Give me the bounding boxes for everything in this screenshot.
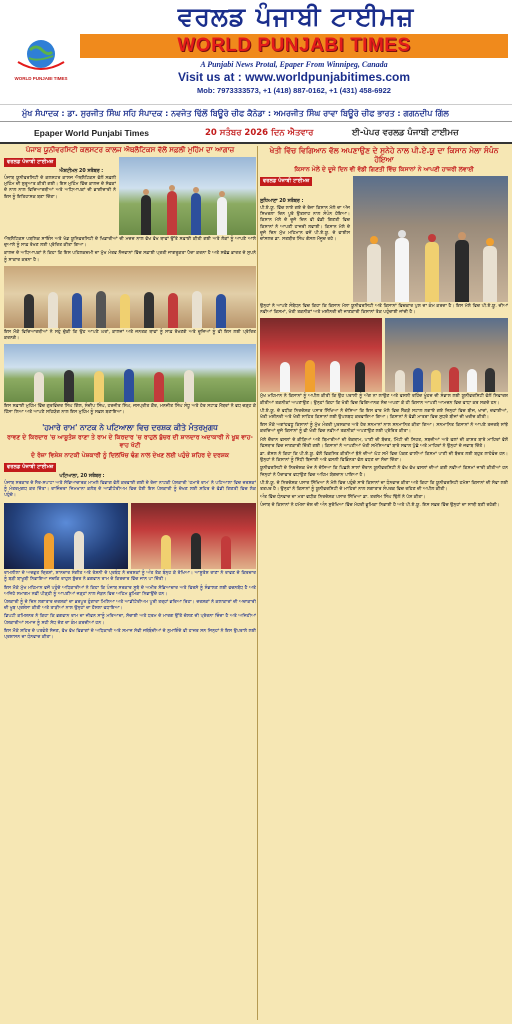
article2-photo-stage: [4, 503, 128, 569]
article2-paragraph: ਰਾਮਲੀਲਾ ਦੇ ਅਦਭੁਤ ਦ੍ਰਿਸ਼ਾਂ, ਸ਼ਾਨਦਾਰ ਸੰਗੀਤ ਅਤੇ ਰੋਸ਼ਨੀ ਦੇ ਪ੍ਰਬੰਧ ਨੇ ਦਰਸ਼ਕਾਂ ਨੂੰ ਅੰਤ ਤੱਕ ਬੰਨ੍ਹ ਕੇ ਰੱਖਿਆ। ਆਸ਼ੂਤੋਸ਼ ਰਾਣਾ ਨੇ ਰਾਵਣ ਦੇ ਕਿਰਦਾਰ ਨੂੰ ਬੜੀ ਬਾਖੂਬੀ ਨਿਭਾਇਆ ਜਦਕਿ ਰਾਹੁਲ ਬੁੱਚਰ ਨੇ ਭਗਵਾਨ ਰਾਮ ਦੇ ਕਿਰਦਾਰ ਵਿੱਚ ਜਾਨ ਪਾ ਦਿੱਤੀ।: [4, 571, 256, 583]
article3-headline[interactable]: ਖੇਤੀ ਵਿੱਚ ਵਿਗਿਆਨ ਵੱਲ ਅਪਣਾਉਣ ਦੇ ਸੁਨੇਹੇ ਨਾਲ ਪੀ.ਏ.ਯੂ ਦਾ ਕਿਸਾਨ ਮੇਲਾ ਸੰਪੰਨ ਹੋਇਆ: [269, 146, 499, 164]
article2-paragraph: ਇਸ ਮੌਕੇ ਮੁੱਖ ਮਹਿਮਾਨ ਵਜੋਂ ਪਹੁੰਚੇ ਅਧਿਕਾਰੀਆਂ ਨੇ ਕਿਹਾ ਕਿ ਪੰਜਾਬ ਸਰਕਾਰ ਸੂਬੇ ਦੇ ਅਮੀਰ ਸੱਭਿਆਚਾਰ ਅਤੇ ਵਿਰਸੇ ਨੂੰ ਸੰਭਾਲਣ ਲਈ ਵਚਨਬੱਧ ਹੈ ਅਤੇ ਅਜਿਹੇ ਸਮਾਗਮ ਨਵੀਂ ਪੀੜ੍ਹੀ ਨੂੰ ਆਪਣੀਆਂ ਜੜ੍ਹਾਂ ਨਾਲ ਜੋੜਨ ਵਿਚ ਅਹਿਮ ਭੂਮਿਕਾ ਨਿਭਾਉਂਦੇ ਹਨ।: [4, 585, 256, 597]
masthead-phone-numbers: Mob: 7973333573, +1 (418) 887-0162, +1 (431) 458-6922: [197, 86, 391, 95]
article3-photo-dignitaries: [353, 176, 508, 302]
masthead-title-banner: [80, 34, 508, 58]
article3-subheadline: ਕਿਸਾਨ ਮੇਲੇ ਦੇ ਦੂਜੇ ਦਿਨ ਵੀ ਵੱਡੀ ਗਿਣਤੀ ਵਿੱਚ ਕਿਸਾਨਾਂ ਨੇ ਆਪਣੀ ਹਾਜ਼ਰੀ ਲਵਾਈ: [294, 166, 474, 173]
logo-text: WORLD PUNJABI TIMES: [14, 76, 68, 81]
masthead-website: Visit us at : www.worldpunjabitimes.com: [177, 70, 411, 84]
article2-photo-performance: [131, 503, 256, 569]
dateline-date: 20 ਸਤੰਬਰ 2026 ਦਿਨ ਐਤਵਾਰ: [205, 128, 314, 138]
article2-paragraph: ਪੰਜਾਬ ਸਰਕਾਰ ਦੇ ਸੈਰ-ਸਪਾਟਾ ਅਤੇ ਸੱਭਿਆਚਾਰਕ ਮਾਮਲੇ ਵਿਭਾਗ ਵੱਲੋਂ ਕਰਵਾਈ ਗਈ ਦੋ ਰੋਜ਼ਾ ਨਾਟਕੀ ਪੇਸ਼ਕਾਰੀ 'ਹਮਾਰੇ ਰਾਮ' ਨੇ ਪਟਿਆਲਾ ਵਿਚ ਦਰਸ਼ਕਾਂ ਨੂੰ ਮੰਤਰਮੁਗਧ ਕਰ ਦਿੱਤਾ। ਰਾਜਿੰਦਰਾ ਜਿਮਖਾਨਾ ਕਲੱਬ ਦੇ ਆਡੀਟੋਰੀਅਮ ਵਿਚ ਹੋਈ ਇਸ ਪੇਸ਼ਕਾਰੀ ਨੂੰ ਦੇਖਣ ਲਈ ਸ਼ਹਿਰ ਦੇ ਵੱਡੀ ਗਿਣਤੀ ਵਿਚ ਲੋਕ ਪਹੁੰਚੇ।: [4, 480, 256, 499]
article3-top: [260, 176, 508, 302]
article1-byline: ਐਸ਼ਟੀਮਨ 20 ਸਤੰਬਰ :: [59, 169, 104, 174]
column-divider: [257, 146, 258, 1020]
left-column: [4, 146, 256, 1020]
article3-photos: [260, 318, 508, 392]
article3-paragraph: ਯੂਨੀਵਰਸਿਟੀ ਦੇ ਨਿਰਦੇਸ਼ਕ ਖੋਜ ਨੇ ਦੱਸਿਆ ਕਿ ਪਿਛਲੇ ਸਾਲਾਂ ਦੌਰਾਨ ਯੂਨੀਵਰਸਿਟੀ ਨੇ ਵੱਖ ਵੱਖ ਫਸਲਾਂ ਦੀਆਂ ਕਈ ਨਵੀਆਂ ਕਿਸਮਾਂ ਜਾਰੀ ਕੀਤੀਆਂ ਹਨ ਜਿਨ੍ਹਾਂ ਨੇ ਪੈਦਾਵਾਰ ਵਧਾਉਣ ਵਿਚ ਅਹਿਮ ਯੋਗਦਾਨ ਪਾਇਆ ਹੈ।: [260, 466, 508, 478]
article2-intro: [4, 462, 256, 500]
dateline-left: Epaper World Punjabi Times: [34, 128, 149, 138]
article3-paragraph: ਪੀ.ਏ.ਯੂ. ਦੇ ਨਿਰਦੇਸ਼ਕ ਪਸਾਰ ਸਿੱਖਿਆ ਨੇ ਮੇਲੇ ਵਿਚ ਪਹੁੰਚੇ ਸਾਰੇ ਕਿਸਾਨਾਂ ਦਾ ਧੰਨਵਾਦ ਕੀਤਾ ਅਤੇ ਕਿਹਾ ਕਿ ਯੂਨੀਵਰਸਿਟੀ ਹਮੇਸ਼ਾ ਕਿਸਾਨਾਂ ਦੀ ਸੇਵਾ ਲਈ ਤਤਪਰ ਹੈ। ਉਨ੍ਹਾਂ ਨੇ ਕਿਸਾਨਾਂ ਨੂੰ ਯੂਨੀਵਰਸਿਟੀ ਦੇ ਮਾਹਿਰਾਂ ਨਾਲ ਲਗਾਤਾਰ ਸੰਪਰਕ ਵਿਚ ਰਹਿਣ ਦੀ ਅਪੀਲ ਕੀਤੀ।: [260, 480, 508, 493]
editors-bar: ਮੁੱਖ ਸੰਪਾਦਕ : ਡਾ. ਸੁਰਜੀਤ ਸਿੰਘ ਸਹਿ ਸੰਪਾਦਕ : ਨਵਜੋਤ ਢਿੱਲੋਂ ਬਿਊਰੋ ਚੀਫ ਕੈਨੇਡਾ : ਅਮਰਜੀਤ ਸਿੰਘ ਰਾਵਾ ਬਿਊਰੋ ਚੀਫ ਭਾਰਤ : ਗਗਨਦੀਪ ਗਿੱਲ: [0, 104, 512, 122]
article3-paragraph: ਪੀ.ਏ.ਯੂ. ਵਿੱਚ ਲਾਏ ਗਏ ਦੋ ਰੋਜ਼ਾ ਕਿਸਾਨ ਮੇਲੇ ਦਾ ਅੱਜ ਸਿਖਰਲਾ ਦਿਨ ਪੂਰੇ ਉਤਸ਼ਾਹ ਨਾਲ ਸੰਪੰਨ ਹੋਇਆ। ਕਿਸਾਨ ਮੇਲੇ ਦੇ ਦੂਜੇ ਦਿਨ ਵੀ ਵੱਡੀ ਗਿਣਤੀ ਵਿਚ ਕਿਸਾਨਾਂ ਨੇ ਆਪਣੀ ਹਾਜ਼ਰੀ ਲਵਾਈ। ਕਿਸਾਨ ਮੇਲੇ ਦੇ ਦੂਜੇ ਦਿਨ ਮੁੱਖ ਮਹਿਮਾਨ ਵਜੋਂ ਪੀ.ਏ.ਯੂ. ਦੇ ਵਾਈਸ ਚਾਂਸਲਰ ਡਾ. ਸਤਬੀਰ ਸਿੰਘ ਗੋਸਲ ਮੌਜੂਦ ਰਹੇ।: [260, 206, 350, 243]
article2-headline[interactable]: 'ਹਮਾਰੇ ਰਾਮ' ਨਾਟਕ ਨੇ ਪਟਿਆਲਾ ਵਿਚ ਦਰਸ਼ਕ ਕੀਤੇ ਮੰਤਰਮੁਗਧ: [42, 422, 218, 432]
article1-paragraph: ਐਥਲੈਟਿਕਸ ਪਬਲਿਕ ਸਾਇੰਸ ਅਤੇ ਖੇਡ ਯੂਨਿਵਰਸਿਟੀ ਦੇ ਖਿਡਾਰੀਆਂ ਦੀ ਮਦਦ ਨਾਲ ਵੱਖ ਵੱਖ ਥਾਵਾਂ ਉੱਤੇ ਸਫ਼ਾਈ ਕੀਤੀ ਗਈ ਅਤੇ ਲੋਕਾਂ ਨੂੰ ਆਪਣੇ ਆਲੇ ਦੁਆਲੇ ਨੂੰ ਸਾਫ਼ ਰੱਖਣ ਲਈ ਪ੍ਰੇਰਿਤ ਕੀਤਾ ਗਿਆ।: [4, 237, 256, 249]
publication-badge: ਵਰਲਡ ਪੰਜਾਬੀ ਟਾਈਮਜ਼: [4, 463, 56, 472]
dateline: [0, 122, 512, 144]
article1-intro: [4, 157, 116, 235]
masthead-tagline: A Punjabi News Protal, Epaper From Winnipeg, Canada: [200, 60, 388, 69]
article3-intro: [260, 176, 350, 302]
article3-paragraph: ਮੇਲੇ ਦੌਰਾਨ ਫਸਲਾਂ ਦੇ ਕੀੜਿਆਂ ਅਤੇ ਬਿਮਾਰੀਆਂ ਦੀ ਰੋਕਥਾਮ, ਪਾਣੀ ਦੀ ਬੱਚਤ, ਮਿੱਟੀ ਦੀ ਸਿਹਤ, ਸਬਜ਼ੀਆਂ ਅਤੇ ਫਲਾਂ ਦੀ ਕਾਸ਼ਤ ਬਾਰੇ ਮਾਹਿਰਾਂ ਵੱਲੋਂ ਵਿਸਥਾਰ ਵਿਚ ਜਾਣਕਾਰੀ ਦਿੱਤੀ ਗਈ। ਕਿਸਾਨਾਂ ਨੇ ਆਪਣੀਆਂ ਖੇਤੀ ਸਮੱਸਿਆਵਾਂ ਬਾਰੇ ਸਵਾਲ ਪੁੱਛੇ ਅਤੇ ਮਾਹਿਰਾਂ ਨੇ ਉਨ੍ਹਾਂ ਦੇ ਜਵਾਬ ਦਿੱਤੇ।: [260, 437, 508, 449]
dateline-right: ਈ-ਪੇਪਰ ਵਰਲਡ ਪੰਜਾਬੀ ਟਾਈਮਜ਼: [352, 128, 459, 138]
article2-byline: ਪਟਿਆਲਾ, 20 ਸਤੰਬਰ :: [59, 473, 105, 479]
right-column: [260, 146, 508, 1020]
article1-paragraph: ਇਸ ਸਫ਼ਾਈ ਮੁਹਿੰਮ ਵਿੱਚ ਗੁਰਵਿੰਦਰ ਸਿੰਘ ਗਿੱਲ, ਸੰਦੀਪ ਸਿੰਘ, ਹਰਜੀਤ ਸਿੰਘ, ਜਸਪ੍ਰੀਤ ਕੌਰ, ਮਨਜੀਤ ਸਿੰਘ ਸੰਧੂ ਅਤੇ ਹੋਰ ਸਟਾਫ਼ ਮੈਂਬਰਾਂ ਨੇ ਵਧ ਚੜ੍ਹ ਕੇ ਹਿੱਸਾ ਲਿਆ ਅਤੇ ਆਪਣੇ ਸਹਿਯੋਗ ਨਾਲ ਇਸ ਮੁਹਿੰਮ ਨੂੰ ਸਫ਼ਲ ਬਣਾਇਆ।: [4, 404, 256, 416]
article2-paragraph: ਡਿਪਟੀ ਕਮਿਸ਼ਨਰ ਨੇ ਕਿਹਾ ਕਿ ਭਗਵਾਨ ਰਾਮ ਦਾ ਜੀਵਨ ਸਾਨੂੰ ਮਰਿਆਦਾ, ਸੱਚਾਈ ਅਤੇ ਧਰਮ ਦੇ ਮਾਰਗ ਉੱਤੇ ਚੱਲਣ ਦੀ ਪ੍ਰੇਰਨਾ ਦਿੰਦਾ ਹੈ ਅਤੇ ਅਜਿਹੀਆਂ ਪੇਸ਼ਕਾਰੀਆਂ ਸਮਾਜ ਨੂੰ ਸਹੀ ਸੇਧ ਦੇਣ ਦਾ ਕੰਮ ਕਰਦੀਆਂ ਹਨ।: [4, 614, 256, 626]
article1-paragraph: ਇਸ ਮੌਕੇ ਵਿਦਿਆਰਥੀਆਂ ਨੇ ਸਹੁੰ ਚੁੱਕੀ ਕਿ ਉਹ ਆਪਣੇ ਘਰਾਂ, ਕਾਲਜਾਂ ਅਤੇ ਜਨਤਕ ਥਾਵਾਂ ਨੂੰ ਸਾਫ਼ ਰੱਖਣਗੇ ਅਤੇ ਦੂਜਿਆਂ ਨੂੰ ਵੀ ਇਸ ਲਈ ਪ੍ਰੇਰਿਤ ਕਰਨਗੇ।: [4, 329, 256, 342]
article3-byline: ਲੁਧਿਆਣਾ 20 ਸਤੰਬਰ :: [260, 199, 304, 204]
article1-photo-cleanup: [4, 344, 256, 402]
article3-paragraph: ਮੁੱਖ ਮਹਿਮਾਨ ਨੇ ਕਿਸਾਨਾਂ ਨੂੰ ਅਪੀਲ ਕੀਤੀ ਕਿ ਉਹ ਪਰਾਲੀ ਨੂੰ ਅੱਗ ਨਾ ਲਾਉਣ ਅਤੇ ਫਸਲੀ ਰਹਿੰਦ ਖੂੰਹਦ ਦੀ ਸੰਭਾਲ ਲਈ ਯੂਨੀਵਰਸਿਟੀ ਵੱਲੋਂ ਸਿਫਾਰਸ਼ ਕੀਤੀਆਂ ਤਕਨੀਕਾਂ ਅਪਣਾਉਣ। ਉਨ੍ਹਾਂ ਕਿਹਾ ਕਿ ਖੇਤੀ ਵਿਚ ਵਿਗਿਆਨਕ ਸੋਚ ਅਪਣਾ ਕੇ ਹੀ ਕਿਸਾਨ ਆਪਣੀ ਆਮਦਨ ਵਿਚ ਵਾਧਾ ਕਰ ਸਕਦੇ ਹਨ।: [260, 394, 508, 406]
article3-photo-crowd: [385, 318, 508, 392]
article1-paragraph: ਕਾਲਜ ਦੇ ਅਧਿਆਪਕਾਂ ਨੇ ਕਿਹਾ ਕਿ ਇਸ ਪਹਿਲਕਦਮੀ ਦਾ ਮੁੱਖ ਮੰਤਵ ਨੌਜਵਾਨਾਂ ਵਿੱਚ ਸਫ਼ਾਈ ਪ੍ਰਤੀ ਜਾਗਰੂਕਤਾ ਪੈਦਾ ਕਰਨਾ ਹੈ ਅਤੇ ਸਵੱਛ ਭਾਰਤ ਦੇ ਸੁਪਨੇ ਨੂੰ ਸਾਕਾਰ ਕਰਨਾ ਹੈ।: [4, 251, 256, 263]
article2-subheadline: ਦੋ ਰੋਜ਼ਾ ਵਿਸ਼ੇਸ਼ ਨਾਟਕੀ ਪੇਸ਼ਕਾਰੀ ਨੂੰ ਦਿਲਖਿੱਚ ਢੰਗ ਨਾਲ ਦੇਖਣ ਲਈ ਪਹੁੰਚੇ ਸ਼ਹਿਰ ਦੇ ਦਰਸ਼ਕ: [31, 451, 229, 459]
article1-headline[interactable]: ਪੰਜਾਬ ਯੂਨੀਵਰਸਿਟੀ ਕਲਸਟਰ ਕਾਲਜ ਐਥਲੈਟਿਕਸ ਵੱਲੋਂ ਸਫ਼ਲੀ ਮੁਹਿੰਮ ਦਾ ਆਗਾਜ਼: [25, 146, 235, 154]
publication-badge: ਵਰਲਡ ਪੰਜਾਬੀ ਟਾਈਮਜ਼: [260, 177, 312, 186]
article3-paragraph: ਉਨ੍ਹਾਂ ਨੇ ਆਪਣੇ ਸੰਬੋਧਨ ਵਿਚ ਕਿਹਾ ਕਿ ਕਿਸਾਨ ਮੇਲਾ ਯੂਨੀਵਰਸਿਟੀ ਅਤੇ ਕਿਸਾਨਾਂ ਵਿਚਕਾਰ ਪੁਲ ਦਾ ਕੰਮ ਕਰਦਾ ਹੈ। ਇਸ ਮੇਲੇ ਵਿਚ ਪੀ.ਏ.ਯੂ. ਦੀਆਂ ਨਵੀਆਂ ਕਿਸਮਾਂ, ਖੇਤੀ ਤਕਨੀਕਾਂ ਅਤੇ ਮਸ਼ੀਨਰੀ ਦੀ ਜਾਣਕਾਰੀ ਕਿਸਾਨਾਂ ਤੱਕ ਪਹੁੰਚਾਈ ਜਾਂਦੀ ਹੈ।: [260, 304, 508, 316]
article2-paragraph: ਇਸ ਮੌਕੇ ਸ਼ਹਿਰ ਦੇ ਪਤਵੰਤੇ ਸੱਜਣ, ਵੱਖ ਵੱਖ ਵਿਭਾਗਾਂ ਦੇ ਅਧਿਕਾਰੀ ਅਤੇ ਸਮਾਜ ਸੇਵੀ ਜਥੇਬੰਦੀਆਂ ਦੇ ਨੁਮਾਇੰਦੇ ਵੀ ਹਾਜ਼ਰ ਸਨ ਜਿਨ੍ਹਾਂ ਨੇ ਇਸ ਉਪਰਾਲੇ ਲਈ ਪ੍ਰਸ਼ਾਸਨ ਦਾ ਧੰਨਵਾਦ ਕੀਤਾ।: [4, 628, 256, 641]
article3-paragraph: ਪੀ.ਏ.ਯੂ. ਦੇ ਵਧੀਕ ਨਿਰਦੇਸ਼ਕ ਪਸਾਰ ਸਿੱਖਿਆ ਨੇ ਦੱਸਿਆ ਕਿ ਇਸ ਵਾਰ ਮੇਲੇ ਵਿਚ ਸੈਂਕੜੇ ਸਟਾਲ ਲਗਾਏ ਗਏ ਜਿਨ੍ਹਾਂ ਵਿਚ ਬੀਜ, ਖਾਦਾਂ, ਦਵਾਈਆਂ, ਖੇਤੀ ਮਸ਼ੀਨਰੀ ਅਤੇ ਖੇਤੀ ਸਾਹਿਤ ਕਿਸਾਨਾਂ ਲਈ ਉਪਲਬਧ ਕਰਵਾਇਆ ਗਿਆ। ਕਿਸਾਨਾਂ ਨੇ ਵੱਡੀ ਮਾਤਰਾ ਵਿਚ ਸੁਧਰੇ ਬੀਜਾਂ ਦੀ ਖਰੀਦ ਕੀਤੀ।: [260, 408, 508, 421]
article1-photo-group: [4, 266, 256, 328]
article2-subheadline: ਰਾਵਣ ਦੇ ਕਿਰਦਾਰ 'ਚ ਆਸ਼ੂਤੋਸ਼ ਰਾਣਾ ਤੇ ਰਾਮ ਦੇ ਕਿਰਦਾਰ 'ਚ ਰਾਹੁਲ ਬੁੱਚਰ ਦੀ ਸ਼ਾਨਦਾਰ ਅਦਾਕਾਰੀ ਨੇ ਖੂਬ ਵਾਹ-ਵਾਹ ਖੱਟੀ: [7, 433, 253, 449]
masthead-title-english: WORLD PUNJABI TIMES: [177, 35, 411, 56]
masthead-title-punjabi: ਵਰਲਡ ਪੰਜਾਬੀ ਟਾਈਮਜ਼: [177, 2, 415, 31]
article1-paragraph: ਪੰਜਾਬ ਯੂਨੀਵਰਸਿਟੀ ਦੇ ਕਲਸਟਰ ਕਾਲਜ ਐਥਲੈਟਿਕਸ ਵੱਲੋਂ ਸਫ਼ਲੀ ਮੁਹਿੰਮ ਦੀ ਸ਼ੁਰੂਆਤ ਕੀਤੀ ਗਈ। ਇਸ ਮੁਹਿੰਮ ਵਿੱਚ ਕਾਲਜ ਦੇ ਸੇਵਕਾਂ ਦੇ ਨਾਲ ਨਾਲ ਵਿਦਿਆਰਥੀਆਂ ਅਤੇ ਅਧਿਆਪਕਾਂ ਦੀ ਭਾਗੀਦਾਰੀ ਨੇ ਇਸ ਨੂੰ ਇਤਿਹਾਸਕ ਬਣਾ ਦਿੱਤਾ।: [4, 176, 116, 200]
article2-photos: [4, 503, 256, 569]
article3-paragraph: ਪੰਜਾਬ ਦੇ ਕਿਸਾਨਾਂ ਨੇ ਹਮੇਸ਼ਾ ਦੇਸ਼ ਦੀ ਅੰਨ ਸੁਰੱਖਿਆ ਵਿੱਚ ਮੋਹਰੀ ਭੂਮਿਕਾ ਨਿਭਾਈ ਹੈ ਅਤੇ ਪੀ.ਏ.ਯੂ. ਇਸ ਸਫ਼ਰ ਵਿੱਚ ਉਨ੍ਹਾਂ ਦਾ ਸਾਥੀ ਬਣੀ ਰਹੇਗੀ।: [260, 503, 500, 509]
publication-badge: ਵਰਲਡ ਪੰਜਾਬੀ ਟਾਈਮਜ਼: [4, 158, 56, 167]
article1-photo-outdoor: [119, 157, 256, 235]
masthead: [0, 0, 512, 104]
article3-paragraph: ਅੰਤ ਵਿੱਚ ਧੰਨਵਾਦ ਦਾ ਮਤਾ ਵਧੀਕ ਨਿਰਦੇਸ਼ਕ ਪਸਾਰ ਸਿੱਖਿਆ ਡਾ. ਤਰਸੇਮ ਸਿੰਘ ਢਿੱਲੋਂ ਨੇ ਪੇਸ਼ ਕੀਤਾ।: [260, 495, 426, 501]
article2-paragraph: ਪੇਸ਼ਕਾਰੀ ਨੂੰ ਦੋ ਦਿਨ ਲਗਾਤਾਰ ਦਰਸ਼ਕਾਂ ਦਾ ਭਰਪੂਰ ਹੁੰਗਾਰਾ ਮਿਲਿਆ ਅਤੇ ਆਡੀਟੋਰੀਅਮ ਪੂਰੀ ਤਰ੍ਹਾਂ ਭਰਿਆ ਰਿਹਾ। ਦਰਸ਼ਕਾਂ ਨੇ ਕਲਾਕਾਰਾਂ ਦੀ ਅਦਾਕਾਰੀ ਦੀ ਖੂਬ ਪ੍ਰਸ਼ੰਸਾ ਕੀਤੀ ਅਤੇ ਤਾੜੀਆਂ ਨਾਲ ਉਨ੍ਹਾਂ ਦਾ ਹੌਸਲਾ ਵਧਾਇਆ।: [4, 600, 256, 612]
article1-top: [4, 157, 256, 235]
article3-paragraph: ਡਾ. ਗੋਸਲ ਨੇ ਕਿਹਾ ਕਿ ਪੀ.ਏ.ਯੂ. ਵੱਲੋਂ ਵਿਕਸਿਤ ਕੀਤੀਆਂ ਝੋਨੇ ਦੀਆਂ ਘੱਟ ਸਮੇਂ ਵਿਚ ਪੱਕਣ ਵਾਲੀਆਂ ਕਿਸਮਾਂ ਪਾਣੀ ਦੀ ਬੱਚਤ ਲਈ ਬਹੁਤ ਲਾਹੇਵੰਦ ਹਨ। ਉਨ੍ਹਾਂ ਨੇ ਕਿਸਾਨਾਂ ਨੂੰ ਸਿੱਧੀ ਬਿਜਾਈ ਅਤੇ ਫਸਲੀ ਵਿਭਿੰਨਤਾ ਵੱਲ ਵਧਣ ਦਾ ਸੱਦਾ ਦਿੱਤਾ।: [260, 452, 508, 464]
article3-paragraph: ਇਸ ਮੌਕੇ ਅਗਾਂਹਵਧੂ ਕਿਸਾਨਾਂ ਨੂੰ ਮੁੱਖ ਮੰਤਰੀ ਪੁਰਸਕਾਰ ਅਤੇ ਹੋਰ ਸਨਮਾਨਾਂ ਨਾਲ ਸਨਮਾਨਿਤ ਕੀਤਾ ਗਿਆ। ਸਨਮਾਨਿਤ ਕਿਸਾਨਾਂ ਨੇ ਆਪਣੇ ਤਜਰਬੇ ਸਾਂਝੇ ਕਰਦਿਆਂ ਦੂਜੇ ਕਿਸਾਨਾਂ ਨੂੰ ਵੀ ਖੇਤੀ ਵਿਚ ਨਵੀਆਂ ਤਕਨੀਕਾਂ ਅਪਣਾਉਣ ਲਈ ਪ੍ਰੇਰਿਤ ਕੀਤਾ।: [260, 423, 508, 435]
article3-photo-stage: [260, 318, 382, 392]
globe-logo-icon: [8, 34, 74, 86]
